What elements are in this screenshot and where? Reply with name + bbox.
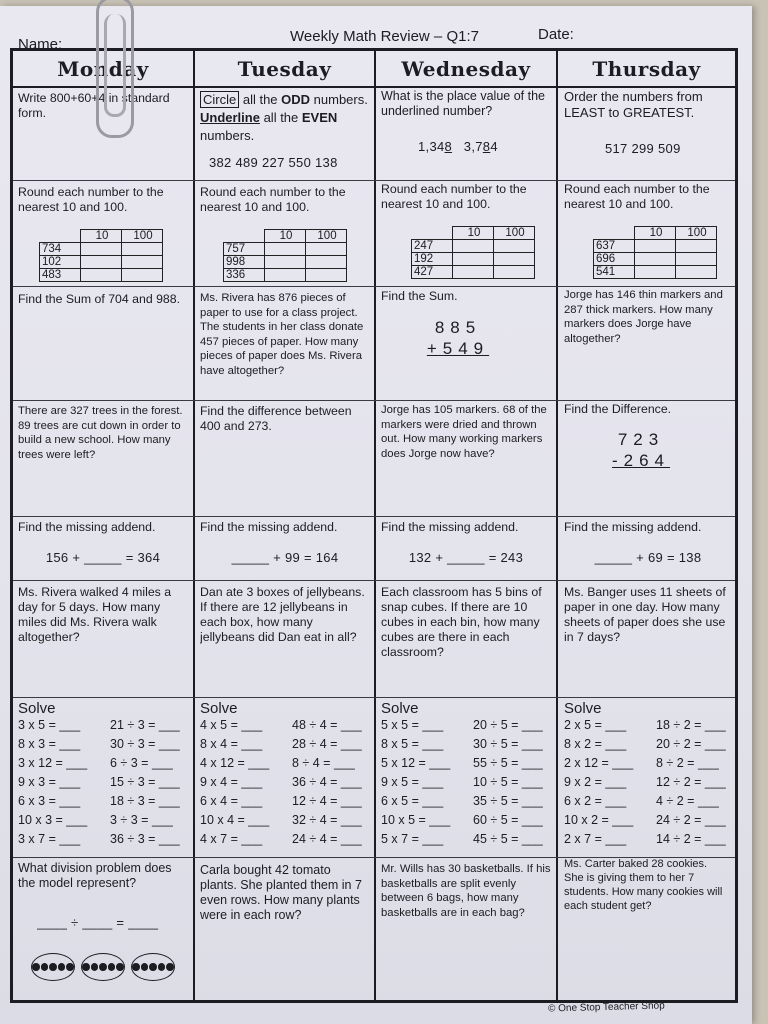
multiplication-fact: 10 x 3 = ___ (18, 813, 88, 827)
multiplication-fact: 5 x 7 = ___ (381, 832, 444, 846)
row-divider (13, 286, 735, 287)
division-fact: 8 ÷ 4 = ___ (292, 756, 355, 770)
group-oval (31, 953, 75, 981)
fact-row (18, 792, 190, 811)
underlined-digit: 8 (444, 139, 453, 154)
fact-row (564, 830, 736, 849)
multiplication-fact: 4 x 5 = ___ (200, 718, 263, 732)
multiplication-fact: 8 x 2 = ___ (564, 737, 627, 751)
fact-row (200, 773, 372, 792)
round-number: 483 (40, 269, 81, 282)
solve-title: Solve (200, 701, 238, 717)
addend-bottom: +549 (426, 339, 490, 358)
tuesday-odd-even-question (200, 91, 370, 145)
col-100-header: 100 (306, 230, 347, 243)
fact-row (564, 716, 736, 735)
multiplication-fact: 6 x 2 = ___ (564, 794, 627, 808)
fact-row (381, 830, 553, 849)
wednesday-rounding-prompt: Round each number to the nearest 10 and 100. (381, 182, 527, 211)
multiplication-fact: 10 x 4 = ___ (200, 813, 270, 827)
thursday-markers-word-problem: Jorge has 146 thin markers and 287 thick markers. How many markers does Jorge have altogether? (564, 289, 723, 345)
monday-missing-addend-equation: 156 + _____ = 364 (45, 550, 161, 565)
text-fragment: all the (259, 110, 302, 125)
fact-row (564, 773, 736, 792)
monday-trees-word-problem: There are 327 trees in the forest. 89 trees are cut down in order to build a new school. How many trees were left? (18, 405, 183, 461)
counter-dot (41, 963, 49, 971)
round-number: 541 (594, 266, 635, 279)
day-header-wednesday: Wednesday (401, 57, 531, 81)
multiplication-fact: 4 x 7 = ___ (200, 832, 263, 846)
division-fact: 8 ÷ 2 = ___ (656, 756, 719, 770)
solve-title: Solve (381, 701, 419, 717)
day-header-tuesday: Tuesday (237, 57, 332, 81)
thursday-subtraction-problem (601, 429, 681, 471)
fact-row (564, 811, 736, 830)
text-fragment: all the (239, 92, 282, 107)
row-divider (13, 180, 735, 181)
division-fact: 20 ÷ 2 = ___ (656, 737, 726, 751)
tuesday-tomato-word-problem: Carla bought 42 tomato plants. She planted them in 7 even rows. How many plants were in each row? (200, 863, 362, 922)
row-divider (13, 580, 735, 581)
multiplication-fact: 9 x 4 = ___ (200, 775, 263, 789)
multiplication-fact: 5 x 5 = ___ (381, 718, 444, 732)
wednesday-place-value-question: What is the place value of the underlined number? (381, 89, 545, 118)
worksheet-title: Weekly Math Review – Q1:7 (290, 28, 479, 45)
division-fact: 12 ÷ 2 = ___ (656, 775, 726, 789)
underline-word: Underline (200, 110, 260, 125)
tuesday-solve-block (200, 701, 372, 849)
date-label: Date: (538, 26, 574, 43)
copyright-footer: © One Stop Teacher Shop (547, 1000, 665, 1015)
round-number: 427 (412, 266, 453, 279)
tuesday-difference-question: Find the difference between 400 and 273. (200, 404, 352, 433)
fact-row (381, 811, 553, 830)
fact-row (200, 792, 372, 811)
group-ovals (31, 953, 191, 981)
review-grid (10, 48, 738, 1003)
wednesday-solve-block (381, 701, 553, 849)
division-fact: 3 ÷ 3 = ___ (110, 813, 173, 827)
solve-title: Solve (564, 701, 602, 717)
name-label: Name: (18, 36, 63, 53)
tuesday-missing-addend-equation: _____ + 99 = 164 (231, 550, 339, 565)
group-oval (131, 953, 175, 981)
odd-word: ODD (281, 92, 311, 107)
col-10-header: 10 (453, 227, 494, 240)
monday-solve-block (18, 701, 190, 849)
monday-missing-addend-prompt: Find the missing addend. (18, 520, 156, 534)
counter-dot (108, 963, 116, 971)
monday-division-model-question: What division problem does the model represent? (18, 861, 172, 890)
tuesday-paper-word-problem: Ms. Rivera has 876 pieces of paper to use for a class project. The students in her class donate 457 pieces of paper. How many pieces of paper does Ms. Rivera have altogether? (200, 292, 364, 377)
round-number: 247 (412, 240, 453, 253)
wednesday-markers-word-problem: Jorge has 105 markers. 68 of the markers were dried and thrown out. How many working markers does Jorge now have? (381, 404, 547, 460)
text-fragment: numbers. (310, 92, 368, 107)
number-part: 1,34 (418, 139, 445, 154)
division-fact: 55 ÷ 5 = ___ (473, 756, 543, 770)
division-fact: 14 ÷ 2 = ___ (656, 832, 726, 846)
division-fact: 6 ÷ 3 = ___ (110, 756, 173, 770)
counter-dot (49, 963, 57, 971)
fact-row (200, 735, 372, 754)
wednesday-basketballs-word-problem: Mr. Wills has 30 basketballs. If his basketballs are split evenly between 6 bags, how many basketballs are in each bag? (381, 863, 551, 919)
multiplication-fact: 4 x 12 = ___ (200, 756, 270, 770)
round-number: 102 (40, 256, 81, 269)
subtrahend: -264 (611, 451, 671, 470)
fact-row (381, 773, 553, 792)
row-divider (13, 516, 735, 517)
monday-group-model (31, 953, 191, 981)
round-number: 757 (224, 243, 265, 256)
counter-dot (66, 963, 74, 971)
division-fact: 30 ÷ 5 = ___ (473, 737, 543, 751)
division-fact: 30 ÷ 3 = ___ (110, 737, 180, 751)
multiplication-fact: 6 x 4 = ___ (200, 794, 263, 808)
worksheet-page (0, 6, 752, 1024)
round-number: 734 (40, 243, 81, 256)
counter-dot (116, 963, 124, 971)
col-100-header: 100 (676, 227, 717, 240)
monday-rounding-table (39, 229, 163, 282)
addend-top: 885 (434, 318, 482, 337)
wednesday-underlined-numbers (418, 139, 548, 154)
counter-dot (58, 963, 66, 971)
thursday-rounding-table (593, 226, 717, 279)
tuesday-number-list: 382 489 227 550 138 (209, 155, 338, 170)
tuesday-rounding-table (223, 229, 347, 282)
fact-row (200, 754, 372, 773)
monday-miles-word-problem: Ms. Rivera walked 4 miles a day for 5 days. How many miles did Ms. Rivera walk altogether? (18, 585, 172, 644)
fact-row (18, 830, 190, 849)
thursday-number-list: 517 299 509 (605, 141, 681, 156)
row-divider (13, 697, 735, 698)
division-fact: 48 ÷ 4 = ___ (292, 718, 362, 732)
counter-dot (132, 963, 140, 971)
wednesday-addition-problem (413, 317, 503, 359)
counter-dot (149, 963, 157, 971)
wednesday-missing-addend-equation: 132 + _____ = 243 (408, 550, 524, 565)
multiplication-fact: 8 x 5 = ___ (381, 737, 444, 751)
division-fact: 24 ÷ 4 = ___ (292, 832, 362, 846)
monday-sum-question: Find the Sum of 704 and 988. (18, 292, 181, 306)
round-number: 696 (594, 253, 635, 266)
row-divider (13, 400, 735, 401)
division-fact: 18 ÷ 3 = ___ (110, 794, 180, 808)
solve-title: Solve (18, 701, 56, 717)
thursday-order-question: Order the numbers from LEAST to GREATEST. (564, 89, 703, 120)
division-fact: 24 ÷ 2 = ___ (656, 813, 726, 827)
division-fact: 15 ÷ 3 = ___ (110, 775, 180, 789)
col-100-header: 100 (122, 230, 163, 243)
multiplication-fact: 9 x 5 = ___ (381, 775, 444, 789)
thursday-solve-block (564, 701, 736, 849)
multiplication-fact: 3 x 5 = ___ (18, 718, 81, 732)
minuend: 723 (617, 430, 665, 449)
col-10-header: 10 (635, 227, 676, 240)
counter-dot (166, 963, 174, 971)
fact-row (18, 811, 190, 830)
fact-row (381, 792, 553, 811)
multiplication-fact: 6 x 5 = ___ (381, 794, 444, 808)
paper-clip-inner-icon (104, 14, 126, 117)
multiplication-fact: 9 x 2 = ___ (564, 775, 627, 789)
thursday-missing-addend-prompt: Find the missing addend. (564, 520, 702, 534)
fact-row (18, 716, 190, 735)
tuesday-missing-addend-prompt: Find the missing addend. (200, 520, 338, 534)
monday-rounding-prompt: Round each number to the nearest 10 and 100. (18, 185, 164, 214)
round-number: 637 (594, 240, 635, 253)
fact-row (381, 735, 553, 754)
division-fact: 36 ÷ 4 = ___ (292, 775, 362, 789)
round-number: 336 (224, 269, 265, 282)
round-number: 192 (412, 253, 453, 266)
day-header-thursday: Thursday (592, 57, 701, 81)
multiplication-fact: 2 x 7 = ___ (564, 832, 627, 846)
fact-row (381, 754, 553, 773)
wednesday-missing-addend-prompt: Find the missing addend. (381, 520, 519, 534)
thursday-paper-sheets-word-problem: Ms. Banger uses 11 sheets of paper in one day. How many sheets of paper does she use in 7 days? (564, 585, 726, 644)
circle-word: Circle (200, 91, 239, 108)
multiplication-fact: 3 x 7 = ___ (18, 832, 81, 846)
fact-row (18, 735, 190, 754)
day-header-monday: Monday (57, 57, 149, 81)
thursday-difference-prompt: Find the Difference. (564, 402, 672, 416)
col-10-header: 10 (265, 230, 306, 243)
col-10-header: 10 (81, 230, 122, 243)
thursday-missing-addend-equation: _____ + 69 = 138 (594, 550, 702, 565)
multiplication-fact: 2 x 12 = ___ (564, 756, 634, 770)
underlined-digit: 8 (482, 139, 491, 154)
division-fact: 12 ÷ 4 = ___ (292, 794, 362, 808)
counter-dot (32, 963, 40, 971)
division-fact: 36 ÷ 3 = ___ (110, 832, 180, 846)
division-fact: 32 ÷ 4 = ___ (292, 813, 362, 827)
round-number: 998 (224, 256, 265, 269)
fact-row (564, 792, 736, 811)
counter-dot (141, 963, 149, 971)
number-part: 4 (490, 139, 498, 154)
division-fact: 18 ÷ 2 = ___ (656, 718, 726, 732)
fact-row (200, 716, 372, 735)
even-word: EVEN (301, 110, 338, 125)
multiplication-fact: 5 x 12 = ___ (381, 756, 451, 770)
fact-row (564, 754, 736, 773)
text-fragment: numbers. (200, 128, 255, 143)
fact-row (18, 773, 190, 792)
division-fact: 10 ÷ 5 = ___ (473, 775, 543, 789)
monday-standard-form-question: Write 800+60+4 in standard form. (18, 91, 170, 120)
fact-row (564, 735, 736, 754)
division-fact: 45 ÷ 5 = ___ (473, 832, 543, 846)
counter-dot (99, 963, 107, 971)
fact-row (200, 830, 372, 849)
division-fact: 4 ÷ 2 = ___ (656, 794, 719, 808)
tuesday-rounding-prompt: Round each number to the nearest 10 and 100. (200, 185, 346, 214)
multiplication-fact: 8 x 4 = ___ (200, 737, 263, 751)
col-100-header: 100 (494, 227, 535, 240)
multiplication-fact: 10 x 5 = ___ (381, 813, 451, 827)
division-fact: 21 ÷ 3 = ___ (110, 718, 180, 732)
multiplication-fact: 8 x 3 = ___ (18, 737, 81, 751)
counter-dot (82, 963, 90, 971)
counter-dot (158, 963, 166, 971)
number-part: 3,7 (463, 139, 483, 154)
fact-row (18, 754, 190, 773)
division-fact: 60 ÷ 5 = ___ (473, 813, 543, 827)
division-fact: 28 ÷ 4 = ___ (292, 737, 362, 751)
fact-row (200, 811, 372, 830)
thursday-cookies-word-problem: Ms. Carter baked 28 cookies. She is giving them to her 7 students. How many cookies will each student get? (564, 858, 723, 912)
division-fact: 20 ÷ 5 = ___ (473, 718, 543, 732)
tuesday-jellybeans-word-problem: Dan ate 3 boxes of jellybeans. If there are 12 jellybeans in each box, how many jellybeans did Dan eat in all? (200, 585, 365, 644)
group-oval (81, 953, 125, 981)
fact-row (381, 716, 553, 735)
multiplication-fact: 6 x 3 = ___ (18, 794, 81, 808)
multiplication-fact: 2 x 5 = ___ (564, 718, 627, 732)
division-fact: 35 ÷ 5 = ___ (473, 794, 543, 808)
wednesday-rounding-table (411, 226, 535, 279)
wednesday-sum-prompt: Find the Sum. (381, 289, 458, 303)
multiplication-fact: 9 x 3 = ___ (18, 775, 81, 789)
wednesday-snap-cubes-word-problem: Each classroom has 5 bins of snap cubes. If there are 10 cubes in each bin, how many cubes are there in each classroom? (381, 585, 542, 659)
multiplication-fact: 3 x 12 = ___ (18, 756, 88, 770)
multiplication-fact: 10 x 2 = ___ (564, 813, 634, 827)
monday-division-blank: ____ ÷ ____ = ____ (37, 915, 159, 930)
thursday-rounding-prompt: Round each number to the nearest 10 and 100. (564, 182, 710, 211)
counter-dot (91, 963, 99, 971)
